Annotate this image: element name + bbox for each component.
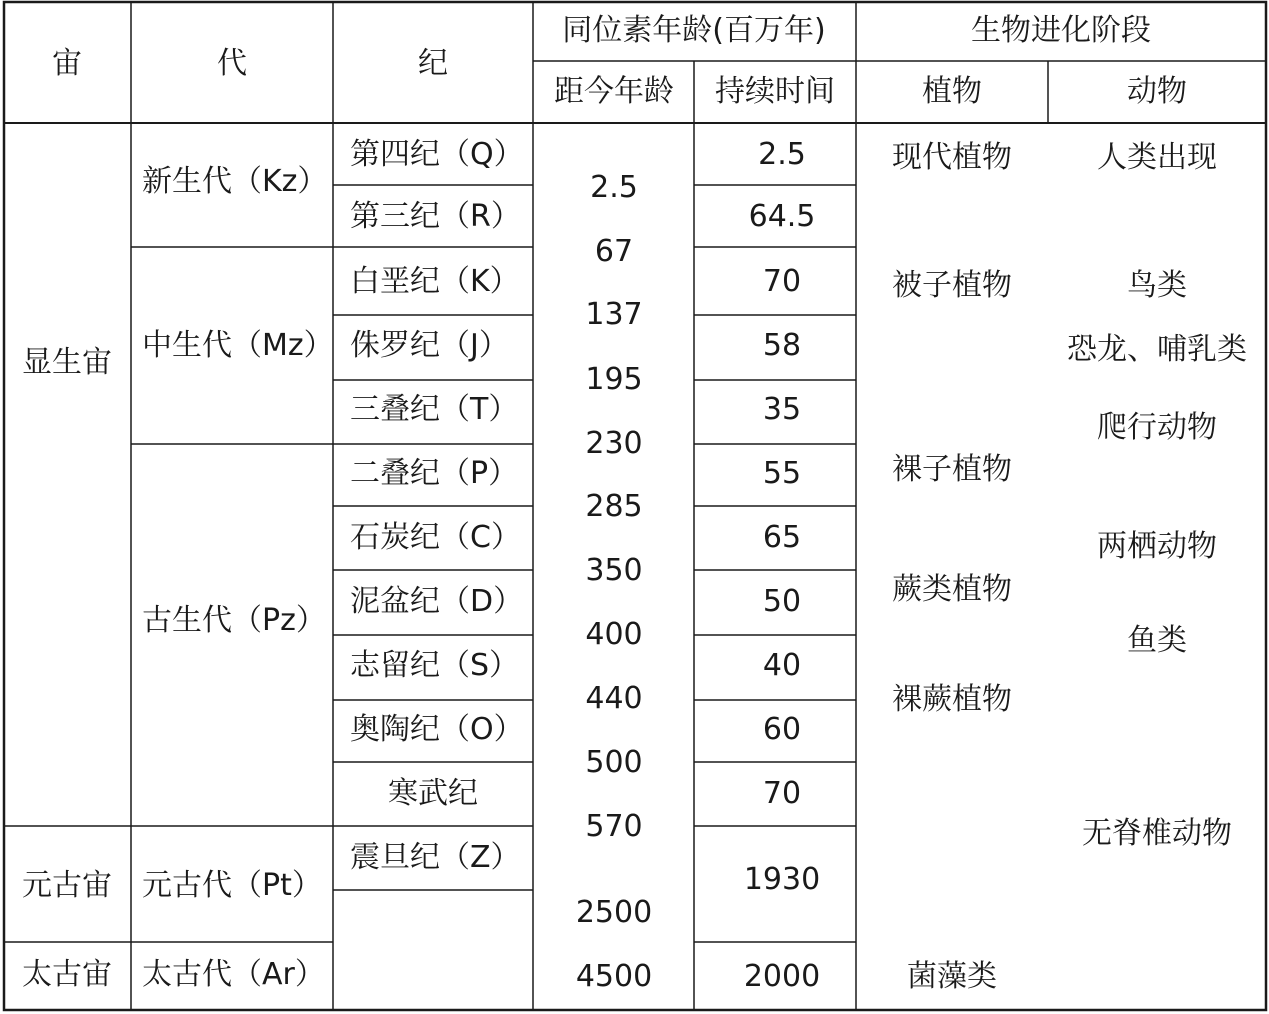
animal-stage: 人类出现	[1097, 140, 1217, 175]
duration-value: 55	[762, 456, 802, 491]
duration-value: 40	[762, 648, 802, 683]
period-cell: 第四纪（Q）	[350, 137, 524, 172]
plant-stage: 菌藻类	[907, 959, 997, 994]
duration-value: 58	[762, 328, 802, 363]
header-era: 代	[217, 46, 247, 81]
period-cell: 侏罗纪（J）	[350, 328, 509, 363]
animal-stage: 两栖动物	[1097, 529, 1217, 564]
period-cell: 泥盆纪（D）	[350, 584, 524, 619]
duration-value: 1930	[743, 862, 821, 897]
header-isotope-age: 同位素年龄(百万年)	[562, 13, 826, 48]
duration-value: 60	[762, 712, 802, 747]
eon-cell: 元古宙	[22, 868, 112, 903]
plant-stage: 被子植物	[892, 268, 1012, 303]
duration-value: 50	[762, 584, 802, 619]
age-value: 2.5	[590, 170, 638, 205]
header-period: 纪	[418, 46, 448, 81]
period-cell: 石炭纪（C）	[350, 520, 521, 555]
animal-stage: 无脊椎动物	[1082, 816, 1232, 851]
era-cell: 元古代（Pt）	[142, 868, 322, 903]
plant-stage: 现代植物	[892, 140, 1012, 175]
age-value: 285	[585, 489, 643, 524]
animal-stage: 爬行动物	[1097, 410, 1217, 445]
period-cell: 奥陶纪（O）	[350, 712, 524, 747]
duration-value: 2.5	[758, 137, 806, 172]
animal-stage: 鱼类	[1127, 623, 1187, 658]
plant-stage: 蕨类植物	[892, 572, 1012, 607]
era-cell: 古生代（Pz）	[142, 603, 326, 638]
duration-value: 64.5	[748, 199, 816, 234]
age-value: 195	[585, 362, 643, 397]
age-value: 400	[585, 617, 643, 652]
duration-value: 2000	[743, 959, 821, 994]
duration-value: 70	[762, 776, 802, 811]
age-value: 440	[585, 681, 643, 716]
header-evolution-stage: 生物进化阶段	[971, 13, 1151, 48]
period-cell: 震旦纪（Z）	[350, 840, 521, 875]
duration-value: 70	[762, 264, 802, 299]
era-cell: 中生代（Mz）	[142, 328, 334, 363]
era-cell: 太古代（Ar）	[142, 957, 325, 992]
header-age-from-now: 距今年龄	[554, 74, 674, 109]
period-cell: 志留纪（S）	[350, 648, 520, 683]
duration-value: 65	[762, 520, 802, 555]
age-value: 4500	[575, 959, 653, 994]
period-cell: 白垩纪（K）	[350, 264, 520, 299]
era-cell: 新生代（Kz）	[142, 164, 328, 199]
eon-cell: 太古宙	[22, 957, 112, 992]
header-duration: 持续时间	[715, 74, 835, 109]
plant-stage: 裸子植物	[892, 452, 1012, 487]
header-plants: 植物	[922, 74, 982, 109]
period-cell: 第三纪（R）	[350, 199, 521, 234]
plant-stage: 裸蕨植物	[892, 682, 1012, 717]
animal-stage: 鸟类	[1127, 268, 1187, 303]
duration-value: 35	[762, 392, 802, 427]
header-eon: 宙	[52, 46, 82, 81]
animal-stage: 恐龙、哺乳类	[1067, 332, 1247, 367]
eon-cell: 显生宙	[22, 345, 112, 380]
period-cell: 三叠纪（T）	[350, 392, 519, 427]
age-value: 137	[585, 297, 643, 332]
age-value: 230	[585, 426, 643, 461]
age-value: 570	[585, 809, 643, 844]
age-value: 500	[585, 745, 643, 780]
age-value: 2500	[575, 895, 653, 930]
period-cell: 二叠纪（P）	[350, 456, 519, 491]
age-value: 67	[594, 234, 634, 269]
header-animals: 动物	[1127, 74, 1187, 109]
age-value: 350	[585, 553, 643, 588]
period-cell: 寒武纪	[388, 776, 478, 811]
